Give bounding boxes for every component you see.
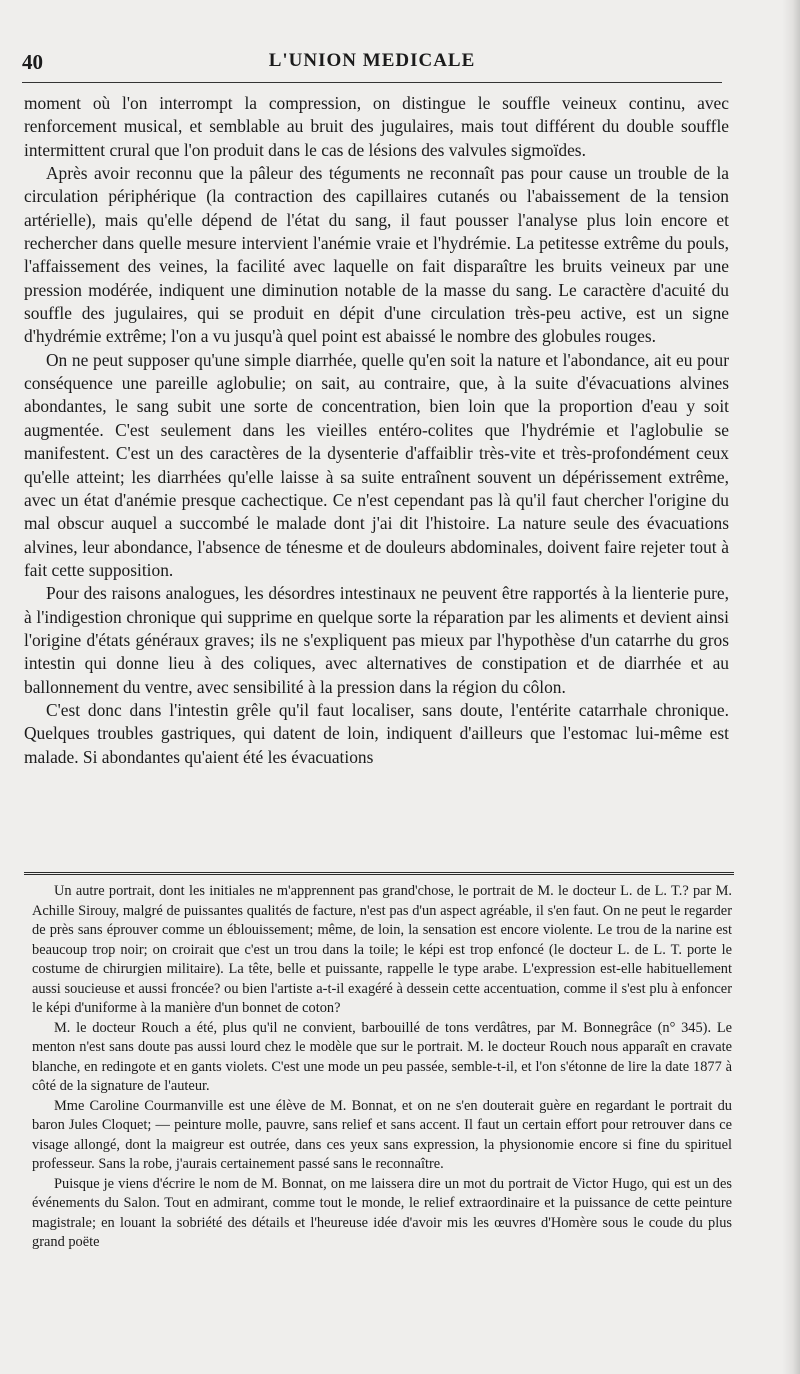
- feuilleton-paragraph: Un autre portrait, dont les initiales ne m'apprennent pas grand'chose, le portrait de M. le docteur L. de L. T.? par M. Achille Sirouy, malgré de puissantes qualités de facture, n'est pas d'un aspect agréable, il s'en faut. On ne peut le regarder de près sans éprouver comme un éblouissement; même, de loin, la sensation est encore violente. Le trou de la narine est beaucoup trop noir; on croirait que c'est un trou dans la toile; le képi est trop enfoncé (le docteur L. de L. T. porte le costume de chirurgien militaire). La tête, belle et puissante, rappelle le type arabe. L'expression est-elle habituellement aussi soucieuse et aussi froncée? ou bien l'artiste a-t-il exagéré à dessein cette accentuation, comme il s'est plu à enfoncer le képi d'uniforme à la manière d'un bonnet de coton?: [32, 883, 732, 1016]
- page-number: 40: [22, 50, 43, 74]
- header-rule: [22, 82, 722, 83]
- feuilleton-paragraph: Puisque je viens d'écrire le nom de M. Bonnat, on me laissera dire un mot du portrait de Victor Hugo, qui est un des événements du Salon. Tout en admirant, comme tout le monde, le relief extraordinaire et la puissance de cette peinture magistrale; en louant la sobriété des détails et l'heureuse idée d'avoir mis les œuvres d'Homère sous le coude du plus grand poëte: [32, 1175, 732, 1250]
- feuilleton-paragraph: M. le docteur Rouch a été, plus qu'il ne convient, barbouillé de tons verdâtres, par M. Bonnegrâce (n° 345). Le menton n'est sans doute pas aussi lourd chez le modèle que sur le portrait. M. le docteur Rouch nous apparaît en cravate blanche, en redingote et en gants violets. C'est une mode un peu passée, semble-t-il, et l'on s'étonne de lire la date 1877 à côté de la signature de l'auteur.: [32, 1019, 732, 1094]
- body-paragraph: moment où l'on interrompt la compression, on distingue le souffle veineux continu, avec renforcement musical, et semblable au bruit des jugulaires, mais tout différent du double souffle intermittent crural que l'on produit dans le cas de lésions des valvules sigmoïdes.: [24, 93, 729, 160]
- feuilleton-paragraph: Mme Caroline Courmanville est une élève de M. Bonnat, et on ne s'en douterait guère en regardant le portrait du baron Jules Cloquet; — peinture molle, pauvre, sans relief et sans accent. Il faut un certain effort pour retrouver dans ce visage allongé, dont la maigreur est outrée, dans ces yeux sans expression, la physionomie encore si fine du spirituel professeur. Sans la robe, j'aurais certainement passé sans le reconnaître.: [32, 1097, 732, 1172]
- page-header: [22, 50, 722, 80]
- body-paragraph: Pour des raisons analogues, les désordres intestinaux ne peuvent être rapportés à la lienterie pure, à l'indigestion chronique qui supprime en quelque sorte la réparation par les aliments et devient ainsi l'origine d'états généraux graves; ils ne s'expliquent pas mieux par l'hypothèse d'un catarrhe du gros intestin qui donne lieu à des coliques, avec alternatives de constipation et de diarrhée et au ballonnement du ventre, avec sensibilité à la pression dans la région du côlon.: [24, 583, 729, 697]
- main-text: [24, 92, 729, 769]
- page-edge-shadow: [782, 0, 800, 1374]
- body-paragraph: On ne peut supposer qu'une simple diarrhée, quelle qu'en soit la nature et l'abondance, ait eu pour conséquence une pareille aglobulie; on sait, au contraire, que, à la suite d'évacuations alvines abondantes, le sang subit une sorte de concentration, bien loin que la proportion d'eau y soit augmentée. C'est seulement dans les vieilles entéro-colites que l'hydrémie et l'aglobulie se manifestent. C'est un des caractères de la dysenterie d'affaiblir très-vite et très-profondément ceux qu'elle atteint; les diarrhées qu'elle laisse à sa suite entraînent souvent un dépérissement extrême, avec un état d'anémie presque cachectique. Ce n'est cependant pas là qu'il faut chercher l'origine du mal obscur auquel a succombé le malade dont j'ai dit l'histoire. La nature seule des évacuations alvines, leur abondance, l'absence de ténesme et de douleurs abdominales, doivent faire rejeter tout à fait cette supposition.: [24, 349, 729, 580]
- footnote-separator: [24, 872, 734, 875]
- feuilleton-text: [32, 882, 732, 1253]
- body-paragraph: Après avoir reconnu que la pâleur des téguments ne reconnaît pas pour cause un trouble de la circulation périphérique (la contraction des capillaires cutanés ou l'abaissement de la tension artérielle), mais qu'elle dépend de l'état du sang, il faut pousser l'analyse plus loin encore et rechercher dans quelle mesure intervient l'anémie vraie et l'hydrémie. La petitesse extrême du pouls, l'affaissement des veines, la facilité avec laquelle on fait disparaître les bruits veineux par une pression modérée, indiquent une diminution notable de la masse du sang. Le caractère d'acuité du souffle des jugulaires, qui se produit en dépit d'une circulation très-peu active, est un signe d'hydrémie extrême; l'on a vu jusqu'à quel point est abaissé le nombre des globules rouges.: [24, 163, 729, 347]
- body-paragraph: C'est donc dans l'intestin grêle qu'il faut localiser, sans doute, l'entérite catarrhale chronique. Quelques troubles gastriques, qui datent de loin, indiquent d'ailleurs que l'estomac lui-même est malade. Si abondantes qu'aient été les évacuations: [24, 699, 729, 767]
- running-head: L'UNION MEDICALE: [268, 50, 476, 71]
